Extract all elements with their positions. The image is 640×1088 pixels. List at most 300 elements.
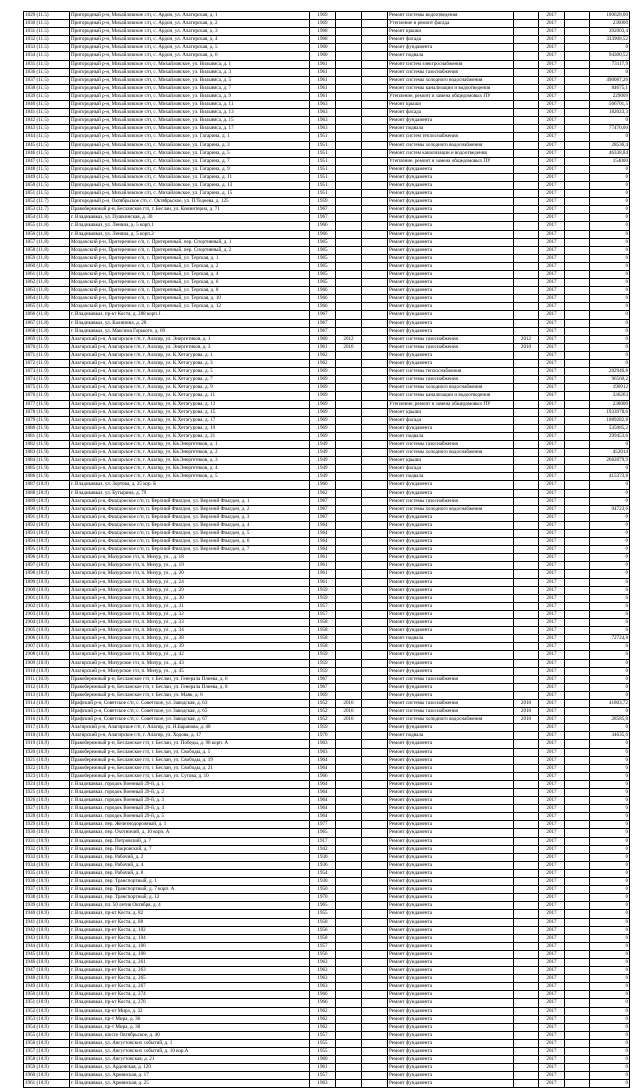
table-row (24, 497, 630, 505)
cell-plan-year: 2017 (539, 643, 565, 651)
cell-row-number: 1855 (11.8) (24, 222, 70, 230)
cell-last-repair-year (336, 60, 362, 68)
cell-plan-year: 2017 (539, 440, 565, 448)
cell-row-number: 1932 (10.9) (24, 845, 70, 853)
cell-blank (565, 643, 590, 651)
cell-address: г. Владикавказ, пр-кт Коста, д. 261 (70, 958, 310, 966)
cell-address: Правобережный р-н, Бесланское г/п, г. Беслан, ул. Победы, д. 98 корп. А (70, 740, 310, 748)
cell-last-repair-year (336, 546, 362, 554)
cell-year-built: 1969 (310, 368, 336, 376)
cell-last-repair-year (336, 619, 362, 627)
cell-address: г. Владикавказ, пер. Рабочий, д. 4 (70, 861, 310, 869)
cell-row-number: 1894 (10.9) (24, 538, 70, 546)
table-row (24, 376, 630, 384)
cell-row-number: 1948 (10.9) (24, 975, 70, 983)
table-row (24, 481, 630, 489)
cell-previous-year (514, 408, 539, 416)
cell-cost: 73117,9 (590, 60, 630, 68)
cell-extra (362, 942, 388, 950)
cell-cost: 0 (590, 133, 630, 141)
cell-year-built: 1963 (310, 958, 336, 966)
cell-address: Алагирский р-н, Фиагдонское с/п, п. Верхний Фиагдон, ул. Верхний Фиагдон, д. 6 (70, 538, 310, 546)
cell-blank (565, 813, 590, 821)
cell-year-built: 1962 (310, 1015, 336, 1023)
cell-cost: 0 (590, 708, 630, 716)
cell-previous-year (514, 845, 539, 853)
cell-previous-year (514, 238, 539, 246)
cell-cost: 0 (590, 926, 630, 934)
cell-previous-year (514, 173, 539, 181)
cell-address: Пригородный р-н, Михайловское с/п, с. Ардон, ул. Алагирская, д. 5 (70, 44, 310, 52)
cell-extra (362, 311, 388, 319)
cell-year-built: 1959 (310, 586, 336, 594)
table-row (24, 651, 630, 659)
cell-previous-year (514, 473, 539, 481)
cell-previous-year (514, 837, 539, 845)
cell-address: г. Владикавказ, пр-кт Коста, д. 102 (70, 926, 310, 934)
table-row (24, 1048, 630, 1056)
cell-plan-year: 2017 (539, 853, 565, 861)
cell-work-type: Ремонт фундамента (388, 958, 514, 966)
cell-address: г. Владикавказ, пр-т Мира, д. 36 (70, 1015, 310, 1023)
cell-plan-year: 2017 (539, 869, 565, 877)
cell-previous-year (514, 327, 539, 335)
cell-work-type: Ремонт фундамента (388, 1015, 514, 1023)
cell-plan-year: 2017 (539, 392, 565, 400)
cell-blank (565, 303, 590, 311)
cell-work-type: Ремонт фундамента (388, 926, 514, 934)
cell-row-number: 1847 (11.5) (24, 157, 70, 165)
cell-work-type: Ремонт системы канализации и водоотведения (388, 392, 514, 400)
cell-previous-year (514, 432, 539, 440)
cell-blank (565, 214, 590, 222)
cell-plan-year: 2017 (539, 416, 565, 424)
cell-year-built: 1969 (310, 384, 336, 392)
cell-address: г. Владикавказ, городок Военный 29-й, д. 1 (70, 780, 310, 788)
cell-row-number: 1954 (10.9) (24, 1023, 70, 1031)
cell-year-built: 1969 (310, 424, 336, 432)
cell-work-type: Ремонт фундамента (388, 934, 514, 942)
cell-work-type: Ремонт фундамента (388, 829, 514, 837)
cell-last-repair-year (336, 748, 362, 756)
cell-row-number: 1848 (11.5) (24, 165, 70, 173)
cell-year-built: 1960 (310, 1056, 336, 1064)
cell-work-type: Ремонт фундамента (388, 918, 514, 926)
cell-cost: 94723,6 (590, 505, 630, 513)
cell-blank (565, 1048, 590, 1056)
cell-address: Алагирский р-н, Алагирское г/п, г. Алагир, ул. Кв.Энергетиков, д. 5 (70, 473, 310, 481)
cell-plan-year: 2017 (539, 497, 565, 505)
cell-row-number: 1924 (10.9) (24, 780, 70, 788)
cell-year-built: 1962 (310, 1007, 336, 1015)
cell-work-type: Ремонт фундамента (388, 44, 514, 52)
cell-extra (362, 756, 388, 764)
cell-year-built: 1949 (310, 440, 336, 448)
cell-year-built: 1949 (310, 473, 336, 481)
cell-plan-year: 2017 (539, 149, 565, 157)
cell-plan-year: 2017 (539, 52, 565, 60)
table-row (24, 52, 630, 60)
cell-row-number: 1831 (11.5) (24, 28, 70, 36)
cell-last-repair-year (336, 1023, 362, 1031)
cell-extra (362, 368, 388, 376)
cell-row-number: 1959 (10.9) (24, 1064, 70, 1072)
cell-cost: 0 (590, 667, 630, 675)
table-row (24, 117, 630, 125)
cell-plan-year: 2017 (539, 222, 565, 230)
cell-last-repair-year (336, 238, 362, 246)
cell-blank (565, 1064, 590, 1072)
cell-work-type: Ремонт крыши (388, 457, 514, 465)
cell-address: Пригородный р-н, Михайловское с/п, с. Михайловское, ул. Гагарина, д. 13 (70, 181, 310, 189)
cell-blank (565, 821, 590, 829)
cell-previous-year (514, 1056, 539, 1064)
cell-cost: 0 (590, 513, 630, 521)
cell-work-type: Ремонт фундамента (388, 643, 514, 651)
cell-last-repair-year (336, 165, 362, 173)
cell-last-repair-year (336, 829, 362, 837)
cell-previous-year (514, 740, 539, 748)
cell-work-type: Ремонт фундамента (388, 999, 514, 1007)
cell-cost: 415373,8 (590, 473, 630, 481)
cell-row-number: 1902 (10.9) (24, 602, 70, 610)
cell-year-built: 1969 (310, 416, 336, 424)
cell-row-number: 1861 (11.8) (24, 271, 70, 279)
cell-plan-year: 2017 (539, 619, 565, 627)
cell-previous-year (514, 449, 539, 457)
cell-extra (362, 424, 388, 432)
cell-work-type: Ремонт фундамента (388, 1080, 514, 1088)
cell-cost: 0 (590, 861, 630, 869)
cell-row-number: 1895 (10.9) (24, 546, 70, 554)
cell-cost: 230000 (590, 20, 630, 28)
cell-year-built: 1963 (310, 101, 336, 109)
cell-extra (362, 76, 388, 84)
cell-work-type: Ремонт фундамента (388, 724, 514, 732)
table-row (24, 465, 630, 473)
cell-last-repair-year (336, 254, 362, 262)
cell-plan-year: 2017 (539, 635, 565, 643)
cell-address: г. Владикавказ, пер. Рабочий, д. 8 (70, 869, 310, 877)
cell-plan-year: 2017 (539, 36, 565, 44)
cell-work-type: Ремонт систем электроснабжения (388, 60, 514, 68)
table-row (24, 918, 630, 926)
cell-cost: 0 (590, 440, 630, 448)
cell-row-number: 1929 (10.9) (24, 821, 70, 829)
cell-address: г. Владикавказ, городок Военный 29-й, д. 4 (70, 805, 310, 813)
cell-previous-year (514, 878, 539, 886)
cell-extra (362, 1048, 388, 1056)
table-row (24, 20, 630, 28)
cell-cost: 46338,84 (590, 149, 630, 157)
cell-last-repair-year: 2012 (336, 335, 362, 343)
cell-year-built: 1967 (310, 319, 336, 327)
cell-work-type: Ремонт фундамента (388, 805, 514, 813)
table-row (24, 659, 630, 667)
cell-work-type: Ремонт фасада (388, 465, 514, 473)
cell-row-number: 1832 (11.5) (24, 36, 70, 44)
cell-address: Пригородный р-н, Михайловское с/п, с. Ардон, ул. Алагирская, д. 4 (70, 36, 310, 44)
cell-address: Алагирский р-н, Мизурское г/п, п. Мизур, ул. , д. 24 (70, 578, 310, 586)
cell-plan-year: 2017 (539, 327, 565, 335)
table-row (24, 311, 630, 319)
cell-work-type: Ремонт фундамента (388, 772, 514, 780)
cell-row-number: 1950 (10.9) (24, 991, 70, 999)
cell-plan-year: 2017 (539, 125, 565, 133)
cell-cost: 0 (590, 683, 630, 691)
cell-address: Ирафский р-н, Советское с/п, с. Советское, ул. Заводская, д. 63 (70, 699, 310, 707)
cell-year-built: 1957 (310, 1072, 336, 1080)
table-row (24, 586, 630, 594)
cell-row-number: 1874 (11.9) (24, 376, 70, 384)
cell-last-repair-year (336, 902, 362, 910)
cell-cost: 0 (590, 821, 630, 829)
cell-last-repair-year (336, 602, 362, 610)
cell-plan-year: 2017 (539, 271, 565, 279)
cell-row-number: 1942 (10.9) (24, 926, 70, 934)
cell-extra (362, 724, 388, 732)
cell-row-number: 1957 (10.9) (24, 1048, 70, 1056)
cell-blank (565, 967, 590, 975)
cell-blank (565, 975, 590, 983)
cell-previous-year (514, 44, 539, 52)
cell-address: Пригородный р-н, Михайловское с/п, с. Ардон, ул. Алагирская, д. 2 (70, 20, 310, 28)
cell-extra (362, 141, 388, 149)
cell-extra (362, 837, 388, 845)
cell-work-type: Ремонт подвала (388, 473, 514, 481)
cell-year-built: 1977 (310, 821, 336, 829)
cell-previous-year (514, 125, 539, 133)
cell-work-type: Ремонт фундамента (388, 878, 514, 886)
cell-plan-year: 2017 (539, 999, 565, 1007)
cell-blank (565, 708, 590, 716)
table-row (24, 764, 630, 772)
table-row (24, 295, 630, 303)
cell-cost: 0 (590, 643, 630, 651)
cell-plan-year: 2017 (539, 432, 565, 440)
cell-address: г. Владикавказ, пр-кт Мира, д. 32 (70, 1007, 310, 1015)
cell-blank (565, 878, 590, 886)
cell-row-number: 1898 (10.9) (24, 570, 70, 578)
cell-year-built: 1965 (310, 246, 336, 254)
cell-work-type: Ремонт фундамента (388, 983, 514, 991)
cell-plan-year: 2017 (539, 76, 565, 84)
cell-cost: 0 (590, 238, 630, 246)
cell-extra (362, 1031, 388, 1039)
cell-extra (362, 643, 388, 651)
cell-cost: 0 (590, 214, 630, 222)
cell-extra (362, 351, 388, 359)
cell-address: Алагирский р-н, Мизурское г/п, п. Мизур, ул. , д. 43 (70, 659, 310, 667)
cell-work-type: Ремонт крыши (388, 408, 514, 416)
cell-blank (565, 295, 590, 303)
cell-row-number: 1880 (11.9) (24, 424, 70, 432)
cell-cost: 0 (590, 1007, 630, 1015)
cell-cost: 0 (590, 530, 630, 538)
cell-plan-year: 2017 (539, 926, 565, 934)
cell-last-repair-year (336, 813, 362, 821)
cell-work-type: Ремонт подвала (388, 635, 514, 643)
cell-year-built: 1964 (310, 780, 336, 788)
cell-year-built: 1965 (310, 271, 336, 279)
cell-year-built: 1961 (310, 76, 336, 84)
cell-address: Пригородный р-н, Михайловское с/п, с. Михайловское, ул. Гагарина, д. 9 (70, 165, 310, 173)
cell-previous-year: 2010 (514, 343, 539, 351)
cell-blank (565, 651, 590, 659)
cell-last-repair-year (336, 1072, 362, 1080)
table-row (24, 214, 630, 222)
cell-extra (362, 918, 388, 926)
table-row (24, 926, 630, 934)
cell-cost: 0 (590, 165, 630, 173)
cell-blank (565, 457, 590, 465)
cell-blank (565, 254, 590, 262)
cell-previous-year (514, 497, 539, 505)
table-row (24, 934, 630, 942)
cell-cost: 0 (590, 303, 630, 311)
cell-work-type: Ремонт фундамента (388, 327, 514, 335)
cell-year-built: 1952 (310, 699, 336, 707)
table-row (24, 780, 630, 788)
cell-plan-year: 2017 (539, 254, 565, 262)
cell-plan-year: 2017 (539, 1015, 565, 1023)
table-row (24, 473, 630, 481)
cell-blank (565, 392, 590, 400)
cell-extra (362, 894, 388, 902)
cell-cost: 0 (590, 562, 630, 570)
table-row (24, 92, 630, 100)
cell-plan-year: 2017 (539, 764, 565, 772)
cell-work-type: Ремонт фундамента (388, 230, 514, 238)
cell-year-built: 1951 (310, 173, 336, 181)
table-row (24, 1015, 630, 1023)
cell-year-built: 1917 (310, 837, 336, 845)
cell-extra (362, 878, 388, 886)
cell-previous-year (514, 991, 539, 999)
cell-work-type: Ремонт фундамента (388, 1056, 514, 1064)
cell-blank (565, 157, 590, 165)
cell-previous-year (514, 319, 539, 327)
cell-last-repair-year (336, 173, 362, 181)
cell-previous-year (514, 886, 539, 894)
cell-work-type: Ремонт фундамента (388, 554, 514, 562)
table-row (24, 424, 630, 432)
cell-row-number: 1829 (11.5) (24, 12, 70, 20)
cell-blank (565, 530, 590, 538)
cell-blank (565, 1015, 590, 1023)
table-row (24, 222, 630, 230)
cell-year-built: 1955 (310, 910, 336, 918)
cell-blank (565, 724, 590, 732)
cell-year-built: 1964 (310, 805, 336, 813)
cell-address: Пригородный р-н, Михайловское с/п, с. Михайловское, ул. Гагарина, д. 15 (70, 190, 310, 198)
cell-cost: 0 (590, 222, 630, 230)
cell-address: г. Владикавказ, пр-т Мира, д. 38 (70, 1023, 310, 1031)
cell-extra (362, 716, 388, 724)
cell-address: г. Владикавказ, пер. Транспортный, д. 1 (70, 878, 310, 886)
cell-blank (565, 44, 590, 52)
cell-work-type: Ремонт фундамента (388, 991, 514, 999)
cell-extra (362, 635, 388, 643)
cell-cost: 190912 (590, 384, 630, 392)
cell-address: г. Владикавказ, пр-кт Коста, д. 263 (70, 967, 310, 975)
cell-row-number: 1843 (11.5) (24, 125, 70, 133)
cell-year-built: 1963 (310, 983, 336, 991)
table-row (24, 416, 630, 424)
table-row (24, 101, 630, 109)
cell-work-type: Ремонт фундамента (388, 861, 514, 869)
cell-extra (362, 910, 388, 918)
cell-plan-year: 2017 (539, 449, 565, 457)
cell-row-number: 1933 (10.9) (24, 853, 70, 861)
cell-year-built: 1951 (310, 165, 336, 173)
cell-address: г. Владикавказ, ул. Ленина, д. 5 корп.1 (70, 222, 310, 230)
cell-address: г. Владикавказ, пер. Рабочий, д. 2 (70, 853, 310, 861)
cell-last-repair-year (336, 473, 362, 481)
cell-cost: 0 (590, 772, 630, 780)
cell-work-type: Ремонт системы канализации и водоотведения (388, 84, 514, 92)
cell-last-repair-year (336, 416, 362, 424)
cell-cost: 96560,2 (590, 376, 630, 384)
cell-work-type: Ремонт подвала (388, 125, 514, 133)
cell-row-number: 1883 (11.9) (24, 449, 70, 457)
cell-blank (565, 173, 590, 181)
cell-last-repair-year (336, 279, 362, 287)
cell-plan-year: 2017 (539, 457, 565, 465)
cell-last-repair-year (336, 691, 362, 699)
cell-plan-year: 2017 (539, 20, 565, 28)
cell-row-number: 1919 (10.9) (24, 740, 70, 748)
cell-previous-year (514, 287, 539, 295)
cell-blank (565, 440, 590, 448)
cell-blank (565, 101, 590, 109)
cell-row-number: 1910 (10.9) (24, 667, 70, 675)
cell-extra (362, 521, 388, 529)
cell-extra (362, 1072, 388, 1080)
cell-work-type: Ремонт фундамента (388, 530, 514, 538)
cell-blank (565, 432, 590, 440)
cell-work-type: Ремонт фундамента (388, 271, 514, 279)
cell-row-number: 1878 (11.9) (24, 408, 70, 416)
cell-row-number: 1873 (11.9) (24, 368, 70, 376)
cell-previous-year (514, 440, 539, 448)
cell-row-number: 1928 (10.9) (24, 813, 70, 821)
cell-work-type: Ремонт системы холодного водоснабжения (388, 141, 514, 149)
cell-extra (362, 610, 388, 618)
table-row (24, 360, 630, 368)
cell-year-built: 1964 (310, 756, 336, 764)
cell-year-built: 1969 (310, 392, 336, 400)
cell-cost: 84675,1 (590, 84, 630, 92)
cell-previous-year (514, 230, 539, 238)
cell-work-type: Ремонт фундамента (388, 659, 514, 667)
cell-work-type: Ремонт фундамента (388, 562, 514, 570)
cell-address: Алагирский р-н, Алагирское г/п, г. Алагир, ул. К.Хетагурова, д. 9 (70, 384, 310, 392)
cell-last-repair-year (336, 319, 362, 327)
table-row (24, 109, 630, 117)
cell-year-built: 1951 (310, 133, 336, 141)
cell-extra (362, 813, 388, 821)
table-row (24, 287, 630, 295)
cell-last-repair-year (336, 926, 362, 934)
cell-work-type: Ремонт фундамента (388, 303, 514, 311)
cell-last-repair-year (336, 878, 362, 886)
cell-year-built: 1961 (310, 1064, 336, 1072)
register-rows (24, 12, 630, 1088)
cell-previous-year (514, 246, 539, 254)
cell-year-built: 1958 (310, 934, 336, 942)
cell-year-built: 1960 (310, 44, 336, 52)
